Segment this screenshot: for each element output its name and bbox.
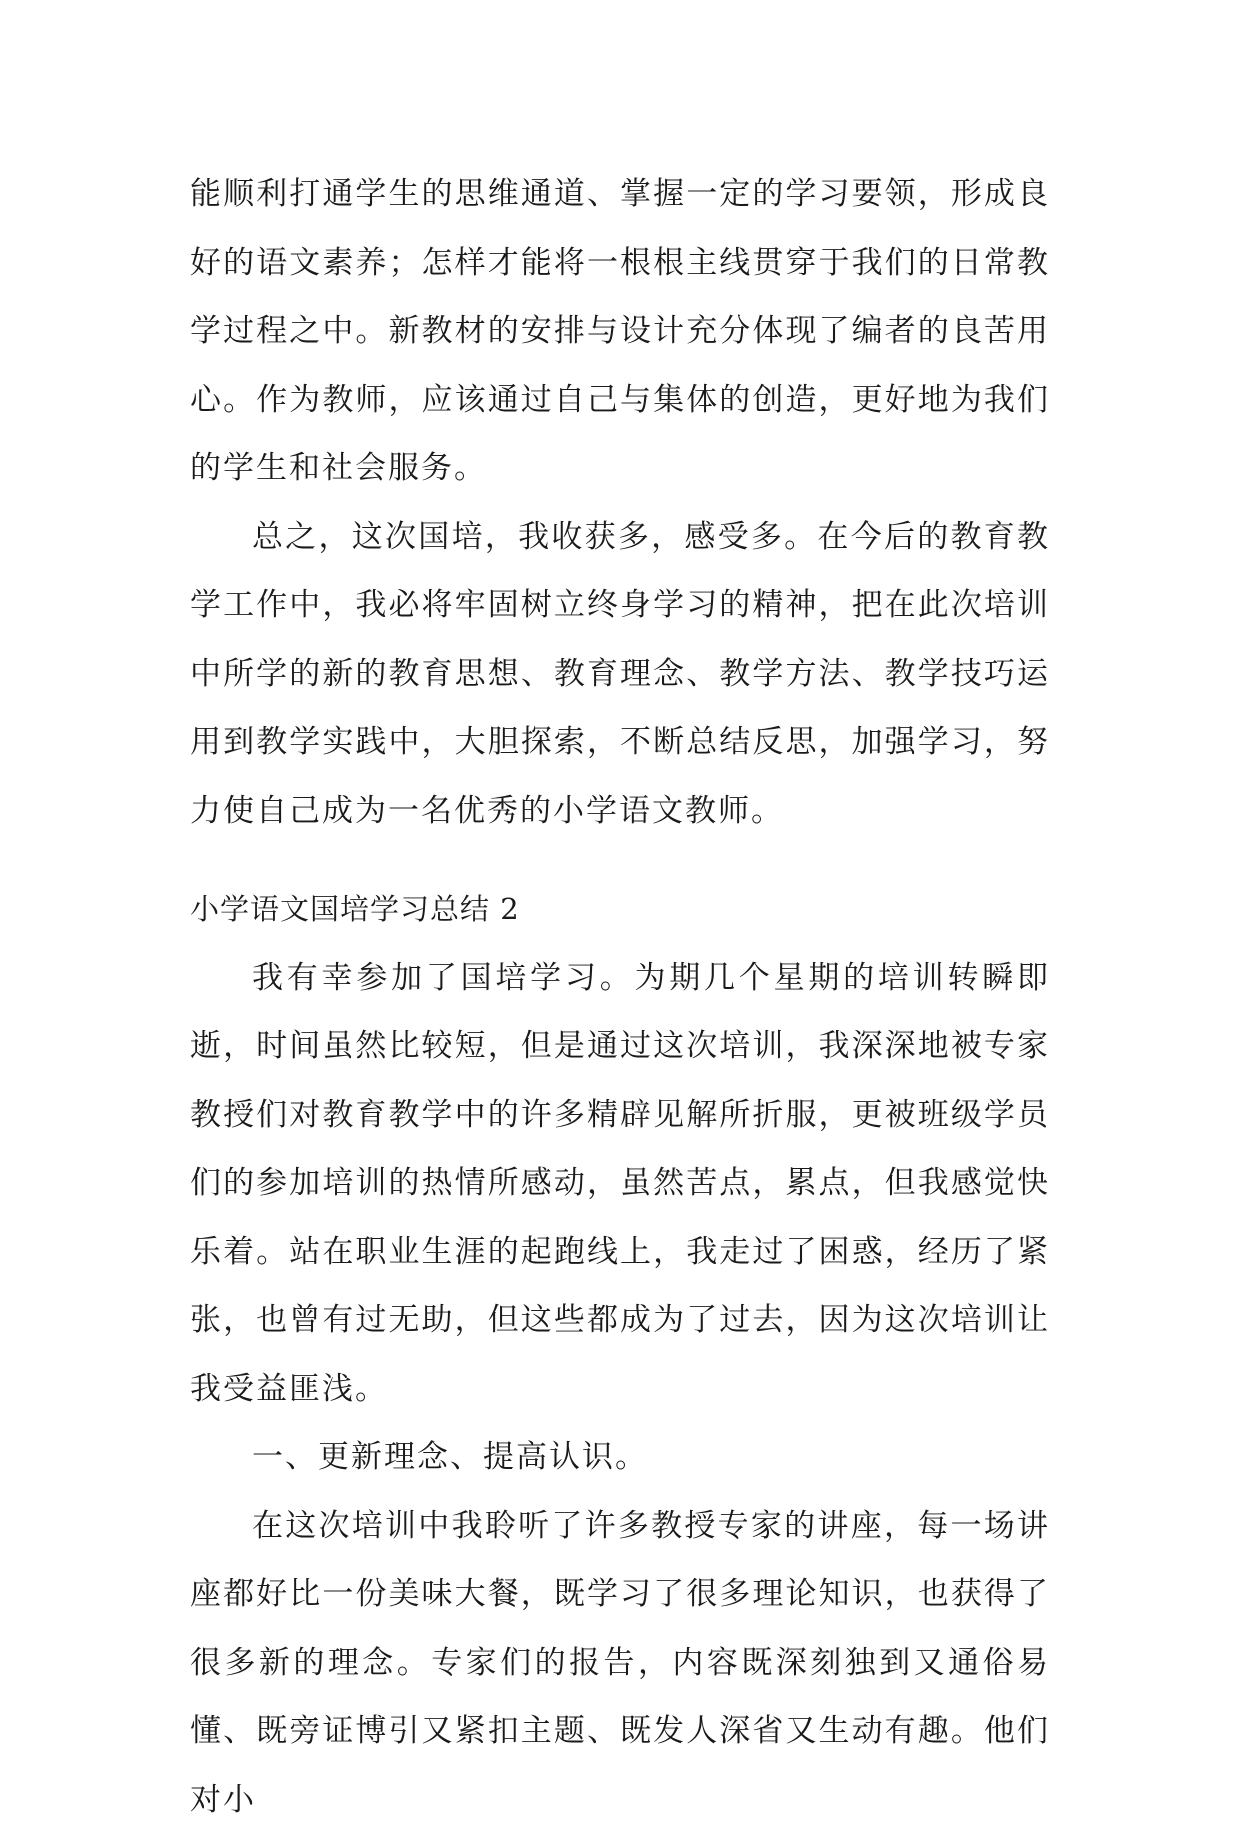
paragraph-3: 我有幸参加了国培学习。为期几个星期的培训转瞬即逝，时间虽然比较短，但是通过这次培训，我深深地被专家教授们对教育教学中的许多精辟见解所折服，更被班级学员们的参加培训的热情所感动，虽然苦点，累点，但我感觉快乐着。站在职业生涯的起跑线上，我走过了困惑，经历了紧张，也曾有过无助，但这些都成为了过去，因为这次培训让我受益匪浅。 [190, 944, 1050, 1424]
paragraph-4: 一、更新理念、提高认识。 [190, 1423, 1050, 1492]
document-body [190, 160, 1050, 1834]
paragraph-5: 在这次培训中我聆听了许多教授专家的讲座，每一场讲座都好比一份美味大餐，既学习了很多理论知识，也获得了很多新的理念。专家们的报告，内容既深刻独到又通俗易懂、既旁证博引又紧扣主题、既发人深省又生动有趣。他们对小 [190, 1492, 1050, 1834]
paragraph-1: 能顺利打通学生的思维通道、掌握一定的学习要领，形成良好的语文素养；怎样才能将一根根主线贯穿于我们的日常教学过程之中。新教材的安排与设计充分体现了编者的良苦用心。作为教师，应该通过自己与集体的创造，更好地为我们的学生和社会服务。 [190, 160, 1050, 503]
section-title: 小学语文国培学习总结 2 [190, 875, 1050, 944]
paragraph-2: 总之，这次国培，我收获多，感受多。在今后的教育教学工作中，我必将牢固树立终身学习的精神，把在此次培训中所学的新的教育思想、教育理念、教学方法、教学技巧运用到教学实践中，大胆探索，不断总结反思，加强学习，努力使自己成为一名优秀的小学语文教师。 [190, 503, 1050, 846]
